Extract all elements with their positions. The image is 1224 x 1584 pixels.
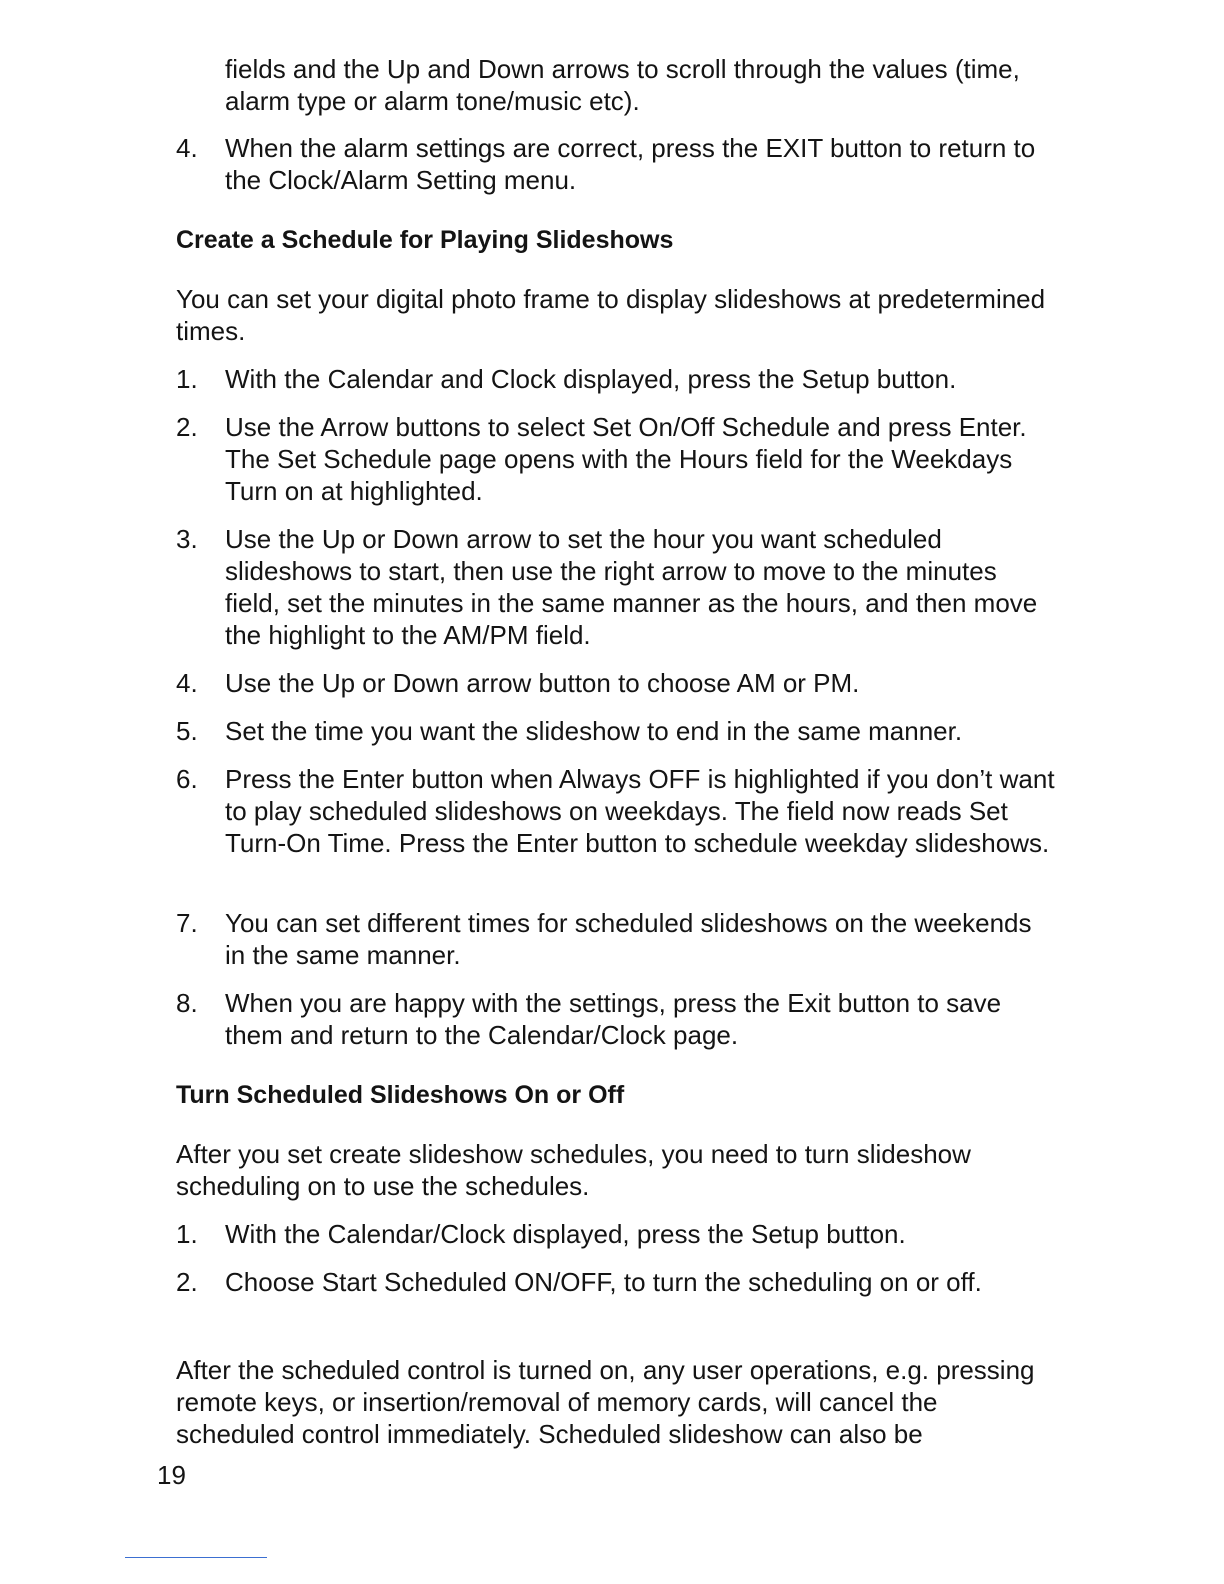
list-item-number: 4. [176, 668, 198, 698]
list-item-number: 3. [176, 524, 198, 554]
page-number: 19 [157, 1460, 186, 1490]
section-intro: After you set create slideshow schedules, you need to turn slideshow scheduling on to use the schedules. [176, 1139, 971, 1201]
list-item-text: When you are happy with the settings, press the Exit button to save them and return to the Calendar/Clock page. [225, 988, 1002, 1050]
list-item-number: 6. [176, 764, 198, 794]
list-item-text: With the Calendar and Clock displayed, press the Setup button. [225, 364, 957, 394]
list-item-text: Choose Start Scheduled ON/OFF, to turn the scheduling on or off. [225, 1267, 982, 1297]
list-item-number: 7. [176, 908, 198, 938]
section-heading-turn-on-off: Turn Scheduled Slideshows On or Off [176, 1081, 625, 1109]
list-item-number: 2. [176, 1267, 198, 1297]
list-item-number: 2. [176, 412, 198, 442]
list-item-text: Press the Enter button when Always OFF is highlighted if you don’t want to play scheduled slideshows on weekdays. The field now reads Set Turn-On Time. Press the Enter button to schedule weekday slideshows. [225, 764, 1055, 858]
section-intro: You can set your digital photo frame to display slideshows at predetermined times. [176, 284, 1046, 346]
list-item-text: Set the time you want the slideshow to end in the same manner. [225, 716, 963, 746]
list-item-number: 1. [176, 1219, 198, 1249]
section-heading-create-schedule: Create a Schedule for Playing Slideshows [176, 226, 674, 254]
list-item-text: With the Calendar/Clock displayed, press the Setup button. [225, 1219, 906, 1249]
list-item-number: 8. [176, 988, 198, 1018]
list-item-number: 5. [176, 716, 198, 746]
list-item-number: 1. [176, 364, 198, 394]
continuation-text: fields and the Up and Down arrows to scroll through the values (time, alarm type or alarm tone/music etc). [225, 54, 1020, 116]
list-item-text: Use the Up or Down arrow to set the hour you want scheduled slideshows to start, then use the right arrow to move to the minutes field, set the minutes in the same manner as the hours, and then move the highlight to the AM/PM field. [225, 524, 1038, 650]
list-item-number: 4. [176, 133, 198, 163]
list-item-text: You can set different times for scheduled slideshows on the weekends in the same manner. [225, 908, 1032, 970]
list-item-text: Use the Arrow buttons to select Set On/Off Schedule and press Enter. The Set Schedule page opens with the Hours field for the Weekdays Turn on at highlighted. [225, 412, 1027, 506]
note-paragraph: After the scheduled control is turned on, any user operations, e.g. pressing remote keys, or insertion/removal of memory cards, will cancel the scheduled control immediately. Scheduled slideshow can also be [176, 1355, 1035, 1449]
list-item-text: Use the Up or Down arrow button to choose AM or PM. [225, 668, 860, 698]
footer-divider [125, 1557, 267, 1558]
list-item-text: When the alarm settings are correct, press the EXIT button to return to the Clock/Alarm Setting menu. [225, 133, 1036, 195]
